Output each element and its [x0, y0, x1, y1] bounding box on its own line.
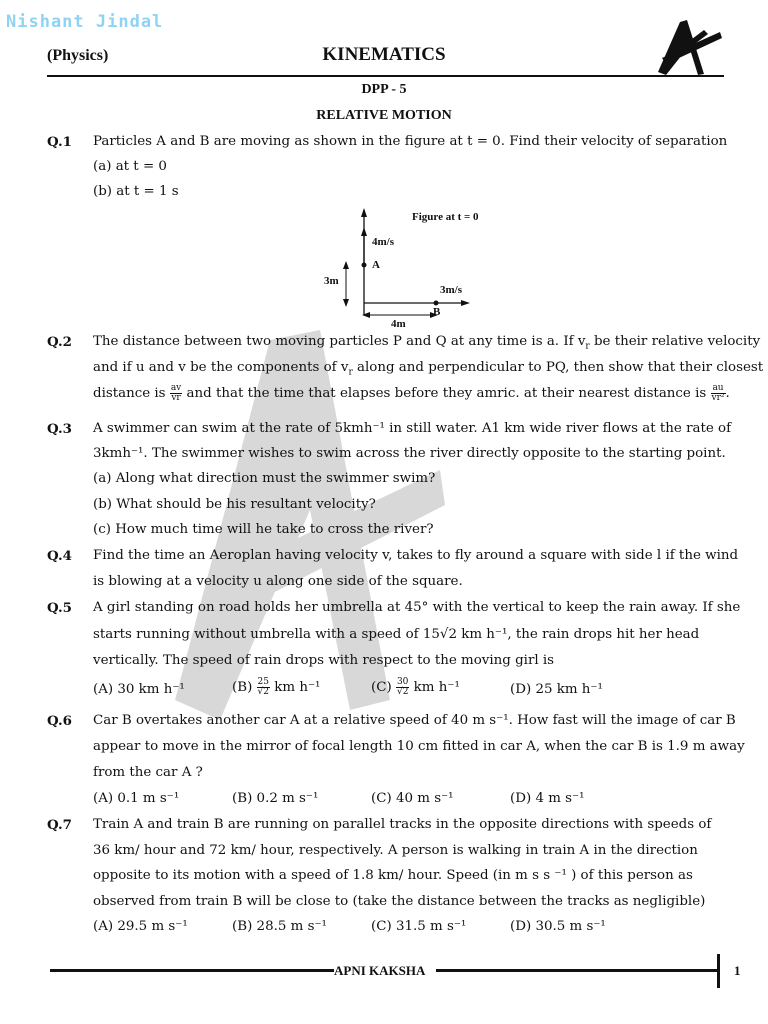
question-text: appear to move in the mirror of focal length 10 cm fitted in car A, when the car B is 1.9 m away [93, 739, 745, 754]
question-number: Q.6 [47, 713, 72, 729]
option-b: (B) 0.2 m s⁻¹ [232, 791, 319, 806]
question-part: (a) at t = 0 [93, 159, 167, 174]
dpp-label: DPP - 5 [361, 82, 407, 97]
question-text: A swimmer can swim at the rate of 5kmh⁻¹ in still water. A1 km wide river flows at the rate of [93, 421, 732, 436]
question-text: vertically. The speed of rain drops with respect to the moving girl is [93, 653, 555, 668]
question-text: is blowing at a velocity u along one side of the square. [93, 574, 463, 589]
height-label: 3m [324, 275, 339, 287]
option-b: (B) $\frac{25}{√2}$ km h⁻¹ [232, 677, 321, 697]
question-text: Train A and train B are running on parallel tracks in the opposite directions with speeds of [93, 817, 712, 832]
footer-rule-right [436, 969, 718, 972]
question-number: Q.3 [47, 421, 72, 437]
question-part: (a) Along what direction must the swimmer swim? [93, 471, 436, 486]
option-b: (B) 28.5 m s⁻¹ [232, 919, 327, 934]
point-a-label: A [372, 259, 380, 271]
question-number: Q.4 [47, 548, 72, 564]
question-part: (c) How much time will he take to cross the river? [93, 522, 434, 537]
option-a: (A) 29.5 m s⁻¹ [93, 919, 188, 934]
author-name: Nishant Jindal [6, 12, 164, 32]
option-d: (D) 25 km h⁻¹ [510, 682, 603, 697]
figure-title: Figure at t = 0 [412, 211, 479, 223]
topic-heading: RELATIVE MOTION [316, 108, 452, 123]
footer-rule-left [50, 969, 334, 972]
velocity-a-label: 4m/s [372, 236, 394, 248]
q1-figure [318, 205, 518, 330]
header-rule [47, 75, 724, 77]
subject-label: (Physics) [47, 47, 109, 64]
option-c: (C) 40 m s⁻¹ [371, 791, 454, 806]
option-a: (A) 0.1 m s⁻¹ [93, 791, 180, 806]
distance-label: 4m [391, 318, 406, 330]
question-text: 36 km/ hour and 72 km/ hour, respectively. A person is walking in train A in the direction [93, 843, 698, 858]
fraction: $\frac{av}{vr}$ [170, 383, 182, 403]
question-text: starts running without umbrella with a speed of 15√2 km h⁻¹, the rain drops hit her head [93, 627, 700, 642]
point-b-label: B [433, 306, 441, 318]
footer-brand: APNI KAKSHA [334, 963, 426, 978]
question-text: Particles A and B are moving as shown in the figure at t = 0. Find their velocity of separation [93, 134, 728, 149]
footer-divider [717, 954, 720, 988]
velocity-b-label: 3m/s [440, 284, 462, 296]
question-text: 3kmh⁻¹. The swimmer wishes to swim across the river directly opposite to the starting point. [93, 446, 726, 461]
question-text: opposite to its motion with a speed of 1.8 km/ hour. Speed (in m s s ⁻¹ ) of this person as [93, 868, 693, 883]
question-text: distance is $\frac{av}{vr}$ and that the time that elapses before they amric. at their nearest distance is $\frac{au}{\text{vr²}}$ . [93, 383, 730, 403]
question-text: observed from train B will be close to (take the distance between the tracks as negligible) [93, 894, 706, 909]
brand-logo-icon [652, 18, 724, 76]
page-number: 1 [734, 963, 741, 978]
question-text: Car B overtakes another car A at a relative speed of 40 m s⁻¹. How fast will the image of car B [93, 713, 736, 728]
option-d: (D) 30.5 m s⁻¹ [510, 919, 606, 934]
option-c: (C) $\frac{30}{√2}$ km h⁻¹ [371, 677, 460, 697]
question-number: Q.7 [47, 817, 72, 833]
question-text: The distance between two moving particles P and Q at any time is a. If $v_r$ be their relative velocity [93, 334, 761, 352]
option-d: (D) 4 m s⁻¹ [510, 791, 585, 806]
option-c: (C) 31.5 m s⁻¹ [371, 919, 467, 934]
question-number: Q.5 [47, 600, 72, 616]
question-text: and if u and v be the components of $v_r$ along and perpendicular to PQ, then show that their closest [93, 360, 764, 378]
question-text: A girl standing on road holds her umbrella at 45° with the vertical to keep the rain away. If she [93, 600, 741, 615]
question-number: Q.2 [47, 334, 72, 350]
fraction: $\frac{au}{\text{vr²}}$ [711, 383, 725, 403]
question-part: (b) at t = 1 s [93, 184, 179, 199]
question-part: (b) What should be his resultant velocity? [93, 497, 376, 512]
question-text: from the car A ? [93, 765, 203, 780]
option-a: (A) 30 km h⁻¹ [93, 682, 185, 697]
question-number: Q.1 [47, 134, 72, 150]
question-text: Find the time an Aeroplan having velocity v, takes to fly around a square with side l if the wind [93, 548, 739, 563]
page-title: KINEMATICS [322, 44, 446, 65]
